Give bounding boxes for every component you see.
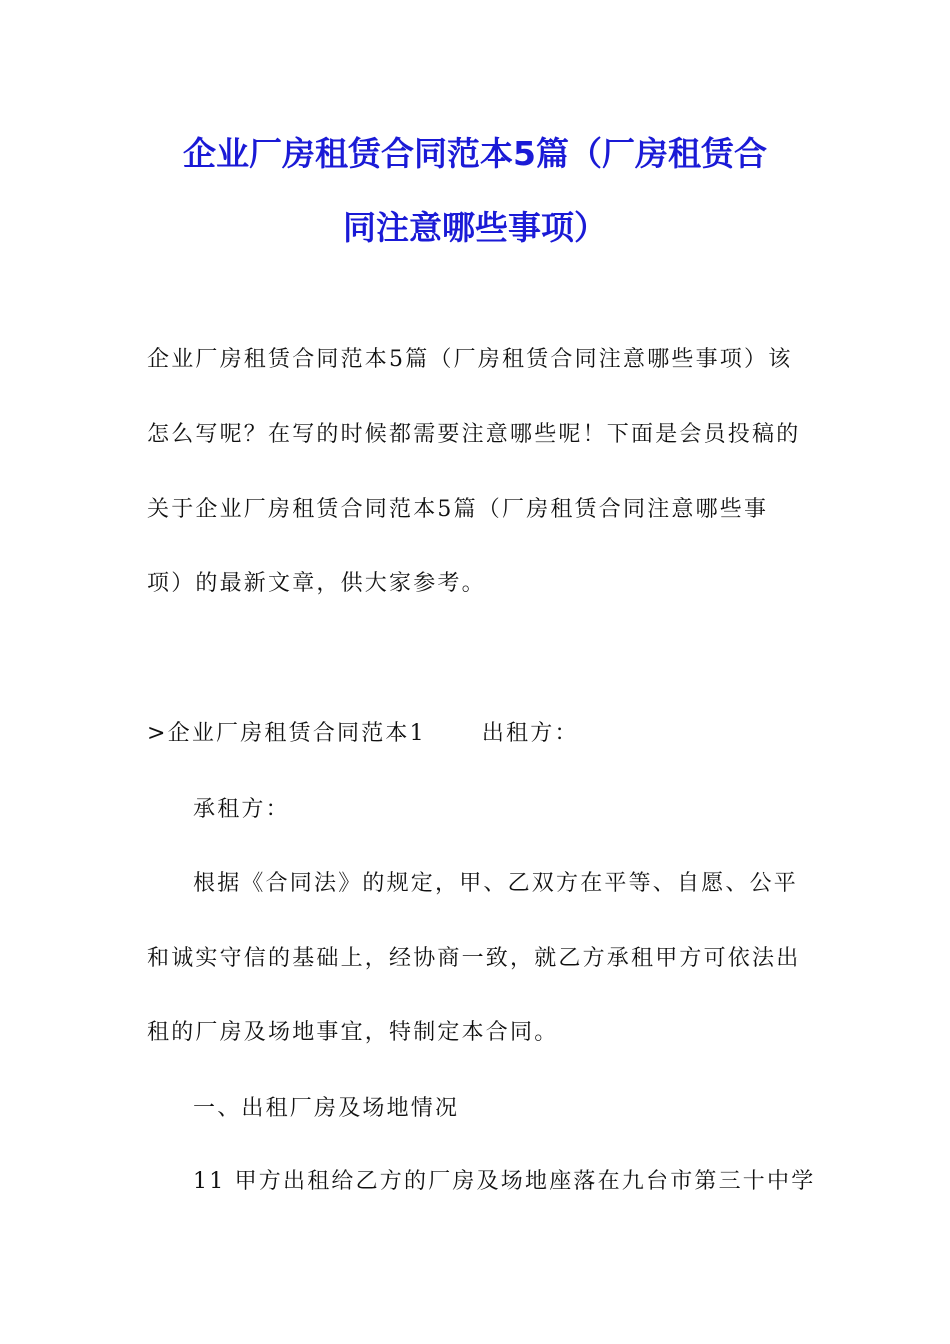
intro-line-3: 关于企业厂房租赁合同范本5篇（厂房租赁合同注意哪些事 xyxy=(147,497,769,522)
body-line-2: 和诚实守信的基础上，经协商一致，就乙方承租甲方可依法出 xyxy=(147,946,801,971)
body-line-1: 根据《合同法》的规定，甲、乙双方在平等、自愿、公平 xyxy=(193,871,799,896)
section-heading: >企业厂房租赁合同范本1 xyxy=(147,721,426,746)
intro-line-2: 怎么写呢？在写的时候都需要注意哪些呢！下面是会员投稿的 xyxy=(147,422,801,447)
intro-line-1: 企业厂房租赁合同范本5篇（厂房租赁合同注意哪些事项）该 xyxy=(147,347,793,372)
clause-heading: 一、出租厂房及场地情况 xyxy=(193,1096,460,1121)
body-line-5: 11 甲方出租给乙方的厂房及场地座落在九台市第三十中学 xyxy=(193,1169,816,1194)
section-heading-row xyxy=(147,718,807,750)
body-line-3: 租的厂房及场地事宜，特制定本合同。 xyxy=(147,1020,559,1045)
document-title-line-1: 企业厂房租赁合同范本5篇（厂房租赁合 xyxy=(183,134,767,173)
lessee-label: 承租方： xyxy=(193,797,290,822)
intro-line-4: 项）的最新文章，供大家参考。 xyxy=(147,571,486,596)
document-title-line-2: 同注意哪些事项） xyxy=(343,208,607,247)
lessor-label: 出租方： xyxy=(481,721,579,746)
